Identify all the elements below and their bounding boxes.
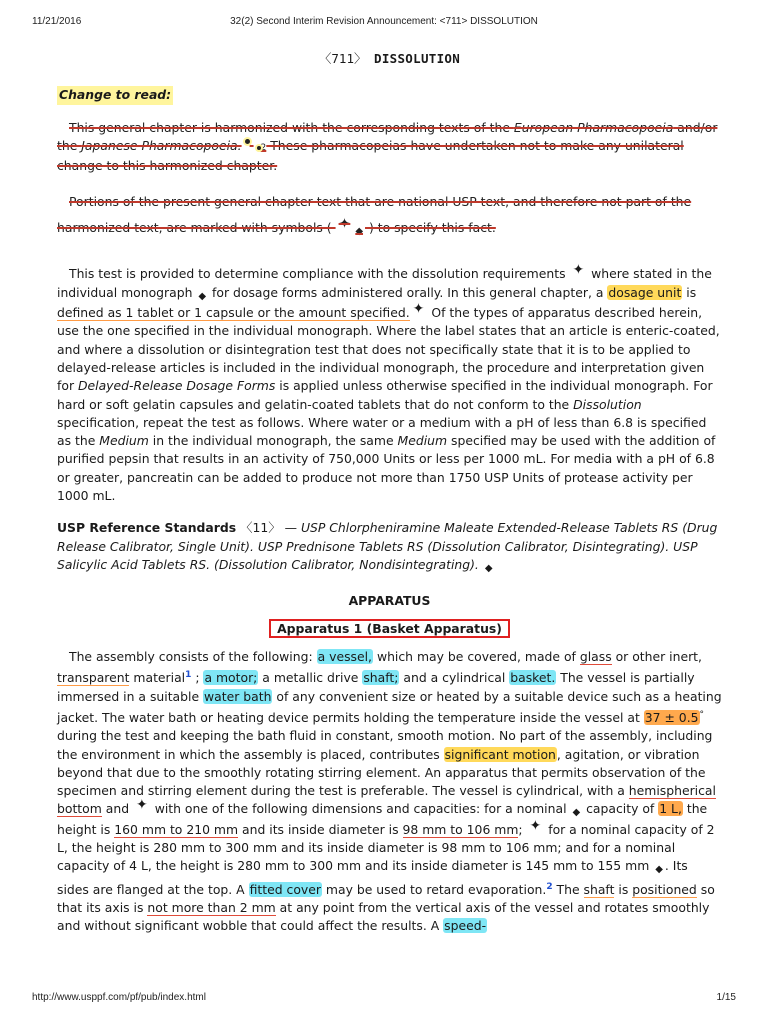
close-diamond-icon: ◆ — [484, 562, 493, 574]
open-star-icon: ✦ — [412, 301, 425, 318]
highlight-basket: basket. — [510, 670, 556, 686]
degree-symbol: ° — [699, 709, 705, 720]
ref-list: USP Chlorpheniramine Maleate Extended-Release Tablets RS (Drug Release Calibrator, Single Unit). USP Prednisone Tablets RS (Dissolution Calibrator, Disintegrating). USP Salicylic Acid Tablets RS. (Dissolution Calibrator, Nondisintegrating). — [57, 520, 718, 572]
highlight-1l: 1 L, — [659, 801, 682, 817]
print-header — [32, 16, 736, 30]
print-date: 11/21/2016 — [32, 16, 82, 27]
open-star-icon: ✦ — [136, 797, 148, 814]
highlight-shaft: shaft; — [363, 670, 399, 686]
highlight-motor: a motor; — [204, 670, 258, 686]
highlight-speed: speed- — [444, 918, 487, 934]
chapter-title — [57, 50, 722, 68]
change-label: Change to read: — [57, 86, 173, 104]
reference-standards: USP Reference Standards 〈11〉 — USP Chlorpheniramine Maleate Extended-Release Tablets RS (Drug Release Calibrator, Single Unit). USP Prednisone Tablets RS (Dissolution Calibrator, Disintegrating). USP Salicylic Acid Tablets RS. (Dissolution Calibrator, Nondisintegrating). ◆ — [57, 520, 718, 574]
highlight-dosage-unit: dosage unit — [608, 284, 682, 300]
highlight-water-bath: water bath — [204, 688, 272, 704]
underline-not-more: not more than 2 mm — [147, 900, 276, 916]
footer-url[interactable]: http://www.usppf.com/pf/pub/index.html — [32, 992, 206, 1003]
apparatus-heading: APPARATUS — [348, 593, 431, 609]
open-star-icon: ✦ — [338, 216, 351, 233]
page-number: 1/15 — [716, 992, 736, 1003]
intro-paragraph: This test is provided to determine compliance with the dissolution requirements ✦ where stated in the individual monograph ◆ for dosage forms administered orally. In this general chapter, a dosage unit is defined as 1 tablet or 1 capsule or the amount specified. ✦ Of the types of apparatus described herein, use the one specified in the individual monograph. Where the label states that an article is enteric-coated, and where a dissolution or disintegration test that does not specifically state that it is to be applied to delayed-release articles is included in the individual monograph, the procedure and interpretation given for Delayed-Release Dosage Forms is applied unless otherwise specified in the individual monograph. For hard or soft gelatin capsules and gelatin-coated tablets that do not conform to the Dissolution specification, repeat the test as follows. Where water or a medium with a pH of less than 6.8 is specified as the Medium in the individual monograph, the same Medium specified may be used with the addition of purified pepsin that results in an activity of 750,000 Units or less per 1000 mL. For media with a pH of 6.8 or greater, pancreatin can be added to produce not more than 1750 USP Units of protease activity per 1000 mL. — [57, 262, 720, 504]
footnote-link-1[interactable]: 1 — [185, 670, 192, 681]
underline-shaft: shaft — [583, 881, 615, 897]
apparatus1-heading: Apparatus 1 (Basket Apparatus) — [269, 619, 510, 638]
document-body — [57, 50, 722, 936]
highlight-temperature: 37 ± 0.5 — [644, 709, 699, 725]
print-title: 32(2) Second Interim Revision Announcement: <711> DISSOLUTION — [230, 16, 538, 27]
apparatus1-heading-box — [57, 619, 722, 638]
ref-label: USP Reference Standards — [57, 520, 237, 536]
underline-positioned: positioned — [632, 881, 697, 897]
chapter-number: 〈711〉 — [318, 51, 367, 66]
highlight-vessel: a vessel, — [317, 648, 372, 664]
underline-hemispherical: hemispherical bottom — [57, 783, 716, 817]
open-star-icon: ✦ — [529, 817, 542, 834]
print-footer — [32, 992, 736, 1006]
close-diamond-icon: ◆ — [655, 864, 663, 876]
underline-glass: glass — [579, 648, 612, 664]
underline-defined: defined as 1 tablet or 1 capsule or the amount specified. — [57, 305, 410, 321]
assembly-paragraph: The assembly consists of the following: a vessel, which may be covered, made of glass or other inert, transparent material$^1$ ; a motor; a metallic drive shaft; and a cylindrical basket. The vessel is partially immersed in a suitable water bath of any convenient size or heated by a suitable device such as a heating jacket. The water bath or heating device permits holding the temperature inside the vessel at 37 ± 0.5° during the test and keeping the bath fluid in constant, smooth motion. No part of the assembly, including the environment in which the assembly is placed, contributes significant motion, agitation, or vibration beyond that due to the smoothly rotating stirring element. An apparatus that permits observation of the specimen and stirring element during the test is preferable. The vessel is cylindrical, with a hemispherical bottom and ✦ with one of the following dimensions and capacities: for a nominal ◆ capacity of 1 L, the height is 160 mm to 210 mm and its inside diameter is 98 mm to 106 mm; ✦ for a nominal capacity of 2 L, the height is 280 mm to 300 mm and its inside diameter is 98 mm to 106 mm; and for a nominal capacity of 4 L, the height is 280 mm to 300 mm and its inside diameter is 145 mm to 155 mm ◆ . Its sides are flanged at the top. A fitted cover may be used to retard evaporation.$^2$ The shaft is positioned so that its axis is not more than 2 mm at any point from the vertical axis of the vessel and rotates smoothly and without significant wobble that could affect the results. A speed- — [57, 648, 722, 934]
footnote-dot — [245, 139, 250, 144]
footnote-link-2[interactable]: 2 — [546, 881, 553, 892]
struck-paragraph-1: This general chapter is harmonized with the corresponding texts of the European Pharmacopoeia and/or the Japanese Pharmacopoeia. 2 These pharmacopeias have undertaken not to make any unilateral change to this harmonized chapter. — [57, 119, 718, 174]
close-diamond-icon: ◆ — [572, 807, 581, 819]
underline-transparent: transparent — [57, 670, 130, 686]
highlight-significant-motion: significant motion — [444, 746, 556, 762]
struck-paragraph-2: Portions of the present general chapter text that are national USP text, and therefore not part of the harmonized text, are marked with symbols ( ✦ ◆ ) to specify this fact. — [57, 194, 692, 238]
underline-diameter-range: 98 mm to 106 mm — [402, 821, 519, 837]
close-diamond-icon: ◆ — [198, 290, 207, 302]
footnote-marker: 2 — [254, 143, 267, 153]
close-diamond-icon: ◆ — [355, 226, 364, 238]
highlight-fitted-cover: fitted cover — [249, 881, 321, 897]
underline-height-range: 160 mm to 210 mm — [114, 821, 239, 837]
open-star-icon: ✦ — [572, 262, 585, 279]
chapter-name: DISSOLUTION — [374, 51, 461, 66]
